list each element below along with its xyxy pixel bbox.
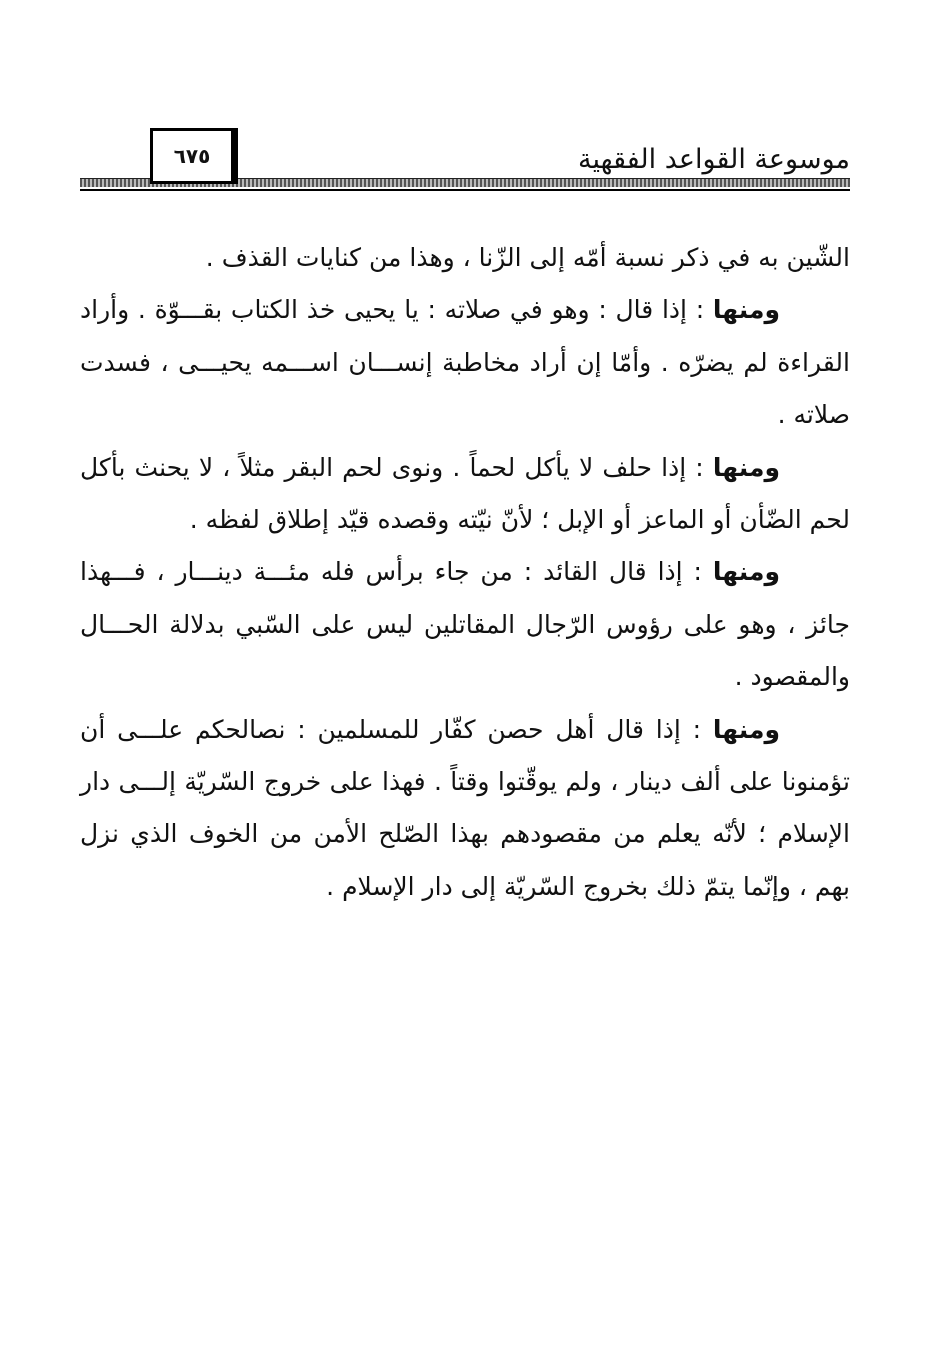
paragraph-lead: ومنها [712, 452, 780, 482]
body-text [80, 232, 850, 913]
paragraph-1 [80, 284, 850, 441]
paragraph-4 [80, 704, 850, 914]
paragraph-lead: ومنها [712, 295, 780, 325]
paragraph-text: : إذا قال أهل حصن كفّار للمسلمين : نصالحكم علـــى أن تؤمنونا على ألف دينار ، ولم يوقّتوا وقتاً . فهذا على خروج السّريّة إلـــى دار الإسلام ؛ لأنّه يعلم من مقصودهم بهذا الصّلح الأمن من الخوف الذي نزل بهم ، وإنّما يتمّ ذلك بخروج السّريّة إلى دار الإسلام . [80, 714, 850, 901]
intro-paragraph: الشّين به في ذكر نسبة أمّه إلى الزّنا ، وهذا من كنايات القذف . [205, 243, 850, 272]
paragraph-lead: ومنها [712, 557, 780, 587]
paragraph-text: : إذا قال : وهو في صلاته : يا يحيى خذ الكتاب بقـــوّة . وأراد القراءة لم يضرّه . وأمّا إن أراد مخاطبة إنســـان اســـمه يحيـــى ، فسدت صلاته . [80, 295, 850, 430]
page-header [80, 128, 850, 190]
paragraph-text: : إذا حلف لا يأكل لحماً . ونوى لحم البقر مثلاً ، لا يحنث بأكل لحم الضّأن أو الماعز أو الإبل ؛ لأنّ نيّته وقصده قيّد إطلاق لفظه . [80, 452, 850, 535]
running-title: موسوعة القواعد الفقهية [578, 144, 850, 175]
paragraph-3 [80, 546, 850, 703]
page-number-box [150, 128, 234, 184]
paragraph-text: : إذا قال القائد : من جاء برأس فله مئـــة دينـــار ، فـــهذا جائز ، وهو على رؤوس الرّجال المقاتلين ليس على السّبي بدلالة الحـــال والمقصود . [80, 557, 850, 692]
header-rule [80, 189, 850, 191]
paragraph-lead: ومنها [712, 714, 780, 744]
paragraph-2 [80, 442, 850, 547]
page-number: ٦٧٥ [173, 144, 211, 168]
